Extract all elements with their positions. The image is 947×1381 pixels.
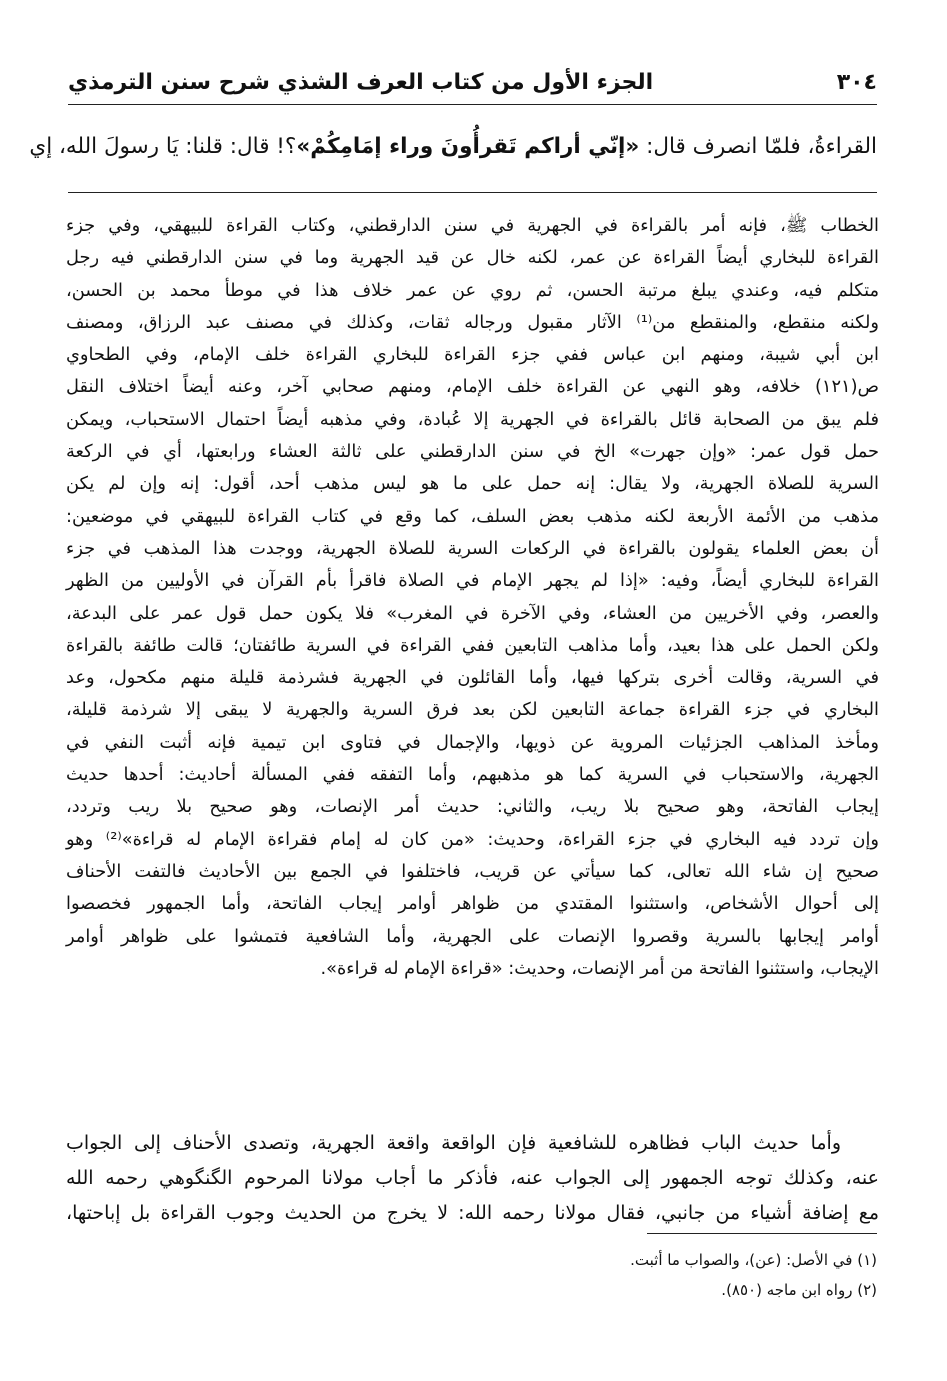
commentary-line: وإن تردد فيه البخاري في جزء القراءة، وحديث: «من كان له إمام فقراءة الإمام له قراءة»⁽²⁾ وهو — [66, 828, 880, 850]
commentary-line: إيجاب الفاتحة، وهو صحيح بلا ريب، والثاني: حديث أمر الإنصات، وهو صحيح بلا ريب وتردد، — [66, 796, 879, 818]
text-commentary-divider — [68, 192, 877, 193]
footnote-divider — [647, 1233, 877, 1234]
footnote-1: (١) في الأصل: (عن)، والصواب ما أثبت. — [630, 1251, 877, 1269]
commentary-line: أوامر إيجابها بالسرية وقصروا الإنصات على الجهرية، وأما الشافعية فتمشوا على ظواهر أوامر — [66, 925, 879, 947]
commentary-line: متكلم فيه، وعندي يبلغ مرتبة الحسن، ثم روي عن عمر خلاف هذا في موطأ محمد بن الحسن، — [66, 279, 879, 301]
commentary-line: ابن أبي شيبة، ومنهم ابن عباس ففي جزء القراءة للبخاري القراءة خلف الإمام، وفي الطحاوي — [66, 344, 879, 366]
commentary-line: ومأخذ المذاهب الجزئيات المروية عن ذويها، والإجمال في فتاوى ابن تيمية فإنه أثبت النفي في — [66, 731, 879, 753]
commentary-line: أن بعض العلماء يقولون بالقراءة في الركعات السرية للصلاة الجهرية، ووجدت هذا المذهب في جزء — [66, 537, 879, 559]
commentary-line: الخطاب ﷺ، فإنه أمر بالقراءة في الجهرية في سنن الدارقطني، وكتاب القراءة للبيهقي، وفي جزء — [66, 215, 879, 236]
running-title: الجزء الأول من كتاب العرف الشذي شرح سنن الترمذي — [68, 69, 654, 95]
header-divider — [68, 104, 877, 105]
commentary-line: ص(١٢١) خلافه، وهو النهي عن القراءة خلف الإمام، ومنهم صحابي آخر، وعنه أيضاً اختلاف النقل — [66, 376, 879, 398]
commentary-line: القراءة للبخاري أيضاً، وفيه: «إذا لم يجهر الإمام في الصلاة فاقرأ بأم القرآن في الأوليين من الظهر — [66, 570, 879, 592]
running-head — [68, 62, 877, 102]
hadith-text-line — [29, 122, 877, 172]
commentary-line: ولكنه منقطع، والمنقطع من⁽¹⁾ الآثار مقبول ورجاله ثقات، وكذلك في مصنف عبد الرزاق، ومصنف — [66, 311, 879, 333]
commentary-line: إلى أحوال الأشخاص، واستثنوا المقتدي من ظواهر أوامر إيجاب الفاتحة، وأما الجمهور فخصصوا — [66, 893, 879, 915]
commentary-line: السرية للصلاة الجهرية، ولا يقال: إنه حمل على ما هو ليس مذهب أحد، أقول: إنه وإن لم يكن — [66, 473, 879, 495]
body-paragraph — [66, 1126, 879, 1231]
commentary-line: الجهرية، والاستحباب في السرية كما هو مذهبهم، وأما التفقه ففي المسألة أحاديث: أحدها حديث — [66, 764, 879, 786]
commentary-line: مذهب من الأئمة الأربعة لكنه مذهب بعض السلف، كما وقع في كتاب القراءة للبيهقي في موضعين: — [66, 505, 879, 527]
footnote-2: (٢) رواه ابن ماجه (٨٥٠). — [721, 1281, 877, 1299]
commentary-line: البخاري في جزء القراءة جماعة التابعين لكن بعد فرق السرية والجهرية لا يبقى إلا شرذمة قليلة، — [66, 699, 879, 721]
commentary-line: ولكن الحمل على هذا بعيد، وأما مذاهب التابعين ففي القراءة في السرية طائفتان؛ قالت طائفة بالقراءة — [66, 634, 879, 656]
hadith-quote: «إنّي أراكم تَقرأُونَ وراء إمَامِكُمْ» — [296, 134, 640, 159]
commentary-line: القراءة للبخاري أيضاً القراءة عن عمر، لكنه خال عن قيد الجهرية وما في سنن الدارقطني فيه رجل — [66, 247, 879, 269]
commentary-block — [66, 210, 879, 985]
page-number: ٣٠٤ — [836, 69, 877, 95]
commentary-line: فلم يبق من الصحابة قائل بالقراءة في الجهرية إلا عُبادة، وفي مذهبه أيضاً احتمال الاستحباب، ويمكن — [66, 408, 879, 430]
commentary-line: حمل قول عمر: «وإن جهرت» الخ في سنن الدارقطني على ثالثة العشاء ورابعتها، أي في الركعة — [66, 441, 879, 463]
footnotes — [300, 1245, 877, 1305]
body-line: مع إضافة أشياء من جانبي، فقال مولانا رحمه الله: لا يخرج من الحديث وجوب القراءة بل إباحتها، — [66, 1202, 879, 1224]
body-line: عنه، وكذلك توجه الجمهور إلى الجواب عنه، فأذكر ما أجاب مولانا المرحوم الگنگوهي رحمه الله — [66, 1167, 879, 1189]
commentary-line: الإيجاب، واستثنوا الفاتحة من أمر الإنصات، وحديث: «قراءة الإمام له قراءة». — [320, 957, 879, 979]
body-line: وأما حديث الباب فظاهره للشافعية فإن الواقعة واقعة الجهرية، وتصدى الأحناف إلى الجواب — [66, 1132, 841, 1154]
commentary-line: في السرية، وقالت أخرى بتركها فيها، وأما القائلون في الجهرية فشرذمة قليلة منهم مكحول، وعد — [66, 667, 879, 689]
hadith-text-after: ؟! قال: قلنا: يَا رسولَ الله، إي — [29, 134, 297, 159]
commentary-line: والعصر، وفي الأخريين من العشاء، وفي الآخرة في المغرب» فلا يكون حمل قول عمر على البدعة، — [66, 602, 879, 624]
commentary-line: صحيح إن شاء الله تعالى، كما سيأتي عن قريب، فاختلفوا في الجمع بين الأحاديث فالتفت الأحناف — [66, 860, 879, 882]
hadith-text-before: القراءةُ، فلمّا انصرف قال: — [639, 134, 877, 159]
